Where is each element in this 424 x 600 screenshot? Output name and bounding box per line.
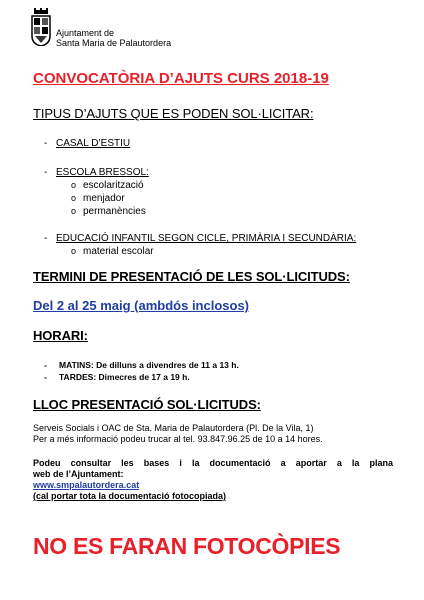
circle-bullet-icon: o xyxy=(71,193,77,203)
aid-subitem xyxy=(71,206,146,217)
aid-item-educacio xyxy=(44,233,356,244)
aid-subitem xyxy=(71,193,125,204)
consult-line-1: Podeu consultar les bases i la documentació a aportar a la plana xyxy=(33,458,393,468)
aid-subitem xyxy=(71,180,144,191)
letterhead xyxy=(30,8,171,48)
circle-bullet-icon: o xyxy=(71,180,77,190)
aid-item-casal xyxy=(44,138,130,149)
schedule-item-text: MATINS: De dilluns a divendres de 11 a 13 h. xyxy=(59,360,239,370)
dash-bullet: - xyxy=(44,233,48,244)
location-phone-info: Per a més informació podeu trucar al tel. 93.847.96.25 de 10 a 14 hores. xyxy=(33,434,323,444)
circle-bullet-icon: o xyxy=(71,206,77,216)
location-heading: LLOC PRESENTACIÓ SOL·LICITUDS: xyxy=(33,397,261,412)
no-photocopies-notice: NO ES FARAN FOTOCÒPIES xyxy=(33,533,341,559)
org-line-2: Santa Maria de Palautordera xyxy=(56,38,172,48)
aid-subitem-label: escolarització xyxy=(83,180,144,191)
schedule-item xyxy=(44,372,190,382)
aid-subitem xyxy=(71,246,154,257)
dash-bullet: - xyxy=(44,372,47,382)
aid-subitem-label: menjador xyxy=(83,193,125,204)
dash-bullet: - xyxy=(44,138,48,149)
website-link[interactable]: www.smpalautordera.cat xyxy=(33,480,140,490)
aid-item-label: EDUCACIÓ INFANTIL SEGON CICLE, PRIMÀRIA I SECUNDÀRIA: xyxy=(56,233,357,244)
page-title: CONVOCATÒRIA D’AJUTS CURS 2018-19 xyxy=(33,70,329,87)
org-line-1: Ajuntament de xyxy=(56,28,115,38)
schedule-item xyxy=(44,360,239,370)
location-address: Serveis Socials i OAC de Sta. Maria de Palautordera (Pl. De la Vila, 1) xyxy=(33,423,314,433)
aid-types-heading: TIPUS D’AJUTS QUE ES PODEN SOL·LICITAR: xyxy=(33,106,314,121)
dash-bullet: - xyxy=(44,360,47,370)
aid-item-label: CASAL D’ESTIU xyxy=(56,138,131,149)
consult-line-2: web de l’Ajuntament: xyxy=(33,469,124,479)
coat-of-arms-icon xyxy=(30,8,52,46)
aid-subitem-label: material escolar xyxy=(83,246,154,257)
schedule-item-text: TARDES: Dimecres de 17 a 19 h. xyxy=(59,372,190,382)
aid-item-bressol xyxy=(44,167,149,178)
photocopy-note: (cal portar tota la documentació fotocopiada) xyxy=(33,491,227,501)
aid-subitem-label: permanències xyxy=(83,206,146,217)
deadline-heading: TERMINI DE PRESENTACIÓ DE LES SOL·LICITUDS: xyxy=(33,269,350,284)
aid-item-label: ESCOLA BRESSOL: xyxy=(56,167,149,178)
schedule-heading: HORARI: xyxy=(33,328,88,343)
consult-paragraph xyxy=(33,458,393,502)
deadline-dates: Del 2 al 25 maig (ambdós inclosos) xyxy=(33,298,250,313)
organization-name xyxy=(56,28,171,48)
dash-bullet: - xyxy=(44,167,48,178)
circle-bullet-icon: o xyxy=(71,246,77,256)
